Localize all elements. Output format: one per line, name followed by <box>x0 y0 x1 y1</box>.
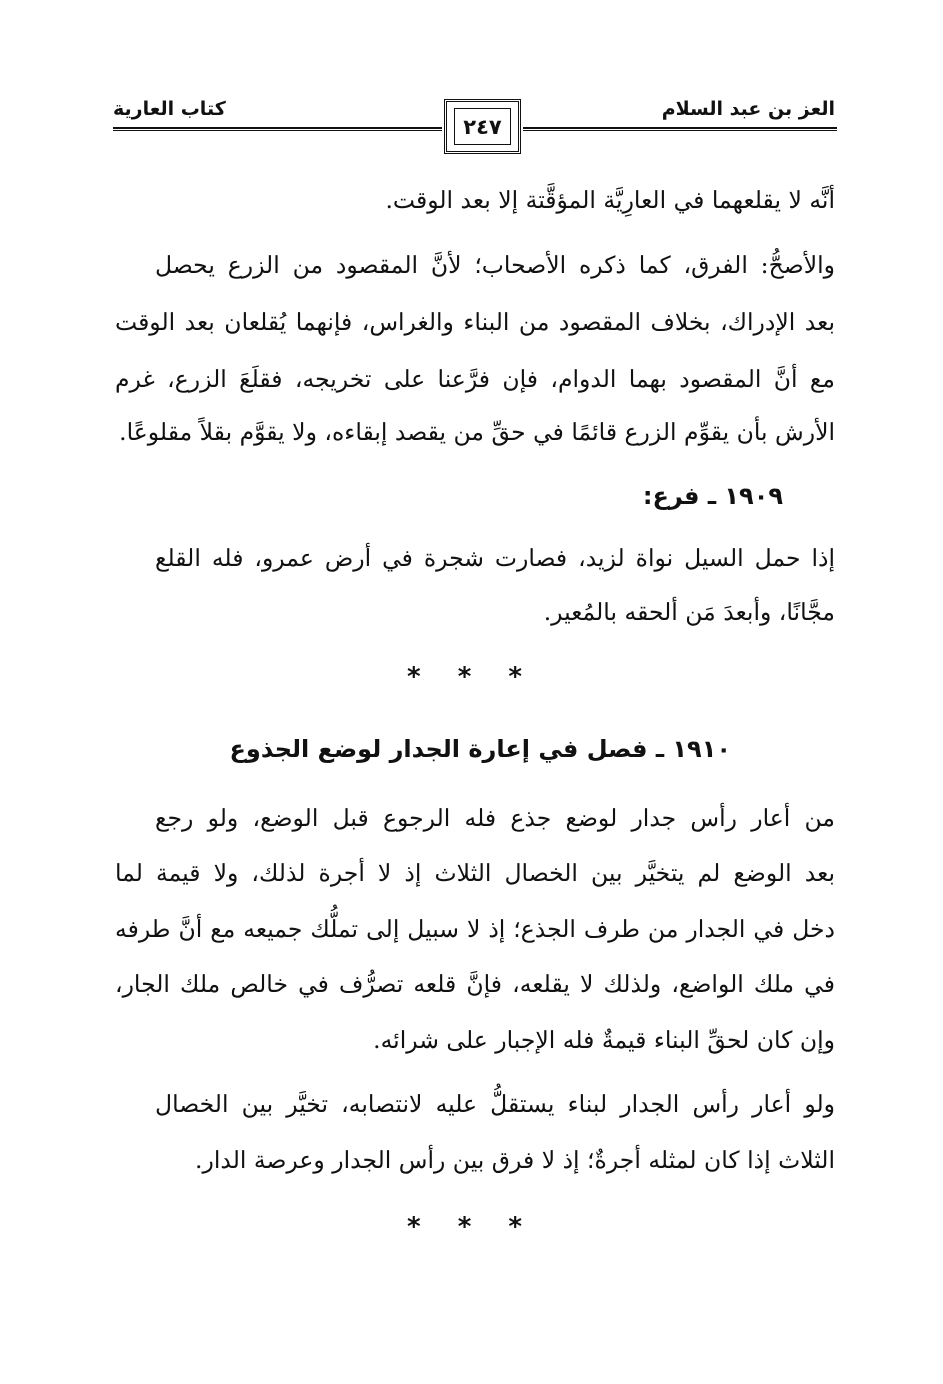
text-line: بعد الإدراك، بخلاف المقصود من البناء والغراس، فإنهما يُقلعان بعد الوقت <box>115 308 835 336</box>
text-line: والأصحُّ: الفرق، كما ذكره الأصحاب؛ لأنَّ المقصود من الزرع يحصل <box>155 251 835 279</box>
header-rule-right <box>523 127 837 131</box>
text-line: الأرش بأن يقوِّم الزرع قائمًا في حقِّ من يقصد إبقاءه، ولا يقوَّم بقلاً مقلوعًا. <box>119 418 835 446</box>
text-line: مع أنَّ المقصود بهما الدوام، فإن فرَّعنا على تخريجه، فقلَعَ الزرع، غرم <box>115 365 835 393</box>
text-line: أنَّه لا يقلعهما في العارِيَّة المؤقَّتة إلا بعد الوقت. <box>385 186 835 214</box>
page-number-frame <box>444 99 521 154</box>
header-rule-left <box>113 127 442 131</box>
subheading-1909: ١٩٠٩ ـ فرع: <box>642 482 783 510</box>
text-line: الثلاث إذا كان لمثله أجرةٌ؛ إذ لا فرق بين رأس الجدار وعرصة الدار. <box>195 1146 835 1174</box>
text-line: من أعار رأس جدار لوضع جذع فله الرجوع قبل الوضع، ولو رجع <box>155 804 835 832</box>
text-line: ولو أعار رأس الجدار لبناء يستقلُّ عليه لانتصابه، تخيَّر بين الخصال <box>155 1090 835 1118</box>
text-line: دخل في الجدار من طرف الجذع؛ إذ لا سبيل إلى تملُّك جميعه مع أنَّ طرفه <box>115 915 835 943</box>
section-separator: * * * <box>407 662 536 692</box>
text-line: إذا حمل السيل نواة لزيد، فصارت شجرة في أرض عمرو، فله القلع <box>155 544 835 572</box>
header-author: العز بن عبد السلام <box>661 98 835 120</box>
section-heading-1910: ١٩١٠ ـ فصل في إعارة الجدار لوضع الجذوع <box>229 735 731 763</box>
text-line: في ملك الواضع، ولذلك لا يقلعه، فإنَّ قلعه تصرُّف في خالص ملك الجار، <box>115 970 835 998</box>
text-line: مجَّانًا، وأبعدَ مَن ألحقه بالمُعير. <box>543 598 835 626</box>
page-number: ٢٤٧ <box>454 108 511 145</box>
section-separator-end: * * * <box>407 1212 536 1242</box>
text-line: بعد الوضع لم يتخيَّر بين الخصال الثلاث إذ لا أجرة لذلك، ولا قيمة لما <box>115 859 835 887</box>
text-line: وإن كان لحقِّ البناء قيمةٌ فله الإجبار على شرائه. <box>373 1026 835 1054</box>
header-book-title: كتاب العارية <box>113 98 226 120</box>
